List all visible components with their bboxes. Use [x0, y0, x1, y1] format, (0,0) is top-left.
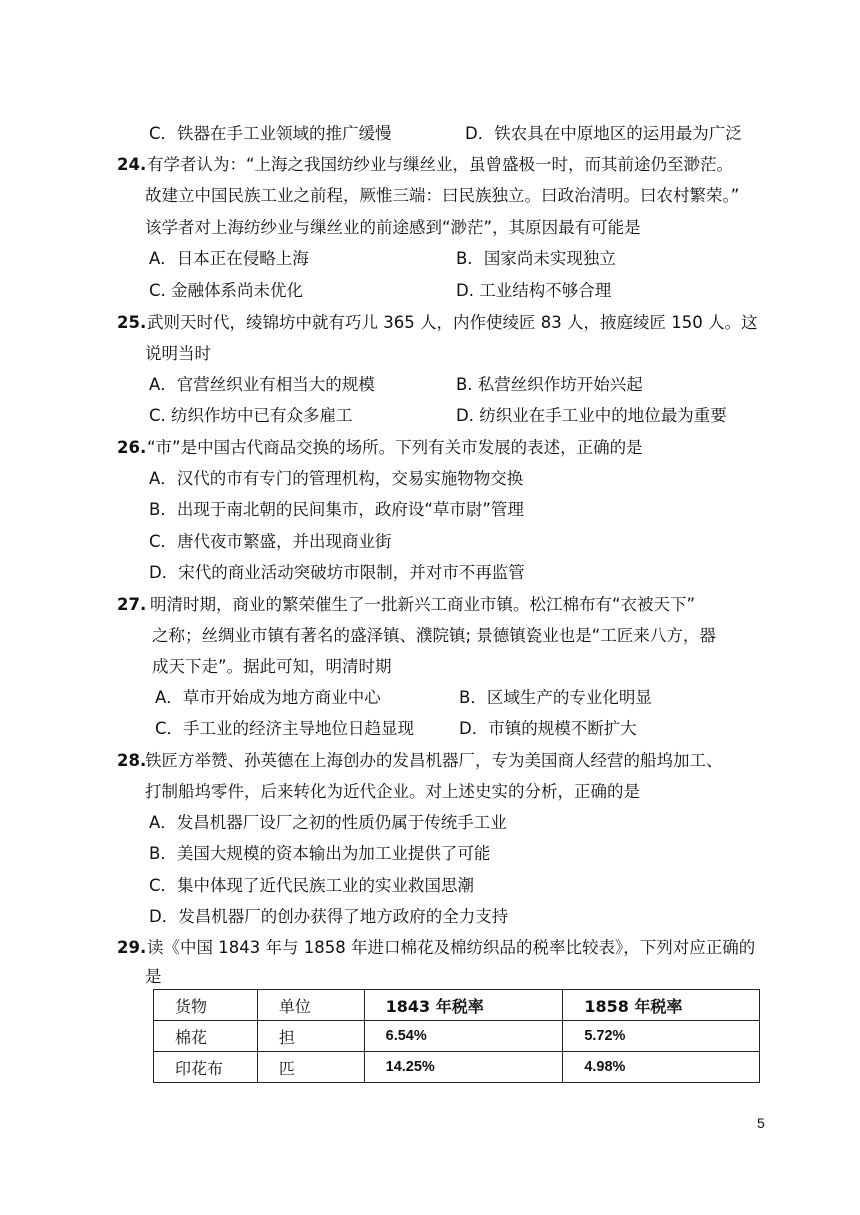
q24-option-d: D. 工业结构不够合理 — [456, 281, 612, 300]
q24-option-b: B．国家尚未实现独立 — [456, 249, 616, 268]
q28-option-a: A．发昌机器厂设厂之初的性质仍属于传统手工业 — [149, 813, 507, 832]
table-cell: 6.54% — [364, 1021, 563, 1052]
q24-number: 24. — [117, 155, 147, 174]
q26-option-c: C．唐代夜市繁盛，并出现商业街 — [149, 532, 392, 551]
q26-stem-line-1: 26.“市”是中国古代商品交换的场所。下列有关市发展的表述，正确的是 — [117, 438, 643, 457]
q29-stem-line-2: 是 — [145, 967, 162, 986]
table-cell: 棉花 — [154, 1021, 258, 1052]
table-cell: 担 — [257, 1021, 364, 1052]
q29-stem-line-1: 29.读《中国 1843 年与 1858 年进口棉花及棉纺织品的税率比较表》，下列对应正确的 — [117, 938, 756, 957]
q29-number: 29. — [117, 938, 147, 957]
q26-option-d: D．宋代的商业活动突破坊市限制，并对市不再监管 — [149, 563, 525, 582]
q24-stem-line-2: 故建立中国民族工业之前程，厥惟三端：曰民族独立。曰政治清明。曰农村繁荣。” — [145, 186, 740, 205]
q25-stem-line-1: 25.武则天时代，绫锦坊中就有巧儿 365 人，内作使绫匠 83 人，掖庭绫匠 150 人。这 — [117, 313, 758, 332]
q26-option-b: B．出现于南北朝的民间集市，政府设“草市尉”管理 — [149, 500, 524, 519]
table-cell: 匹 — [257, 1052, 364, 1083]
q28-option-c: C．集中体现了近代民族工业的实业救国思潮 — [149, 876, 475, 895]
q25-number: 25. — [117, 313, 147, 332]
q24-stem-line-3: 该学者对上海纺纱业与缫丝业的前途感到“渺茫”，其原因最有可能是 — [145, 218, 641, 237]
table-row — [154, 1021, 760, 1052]
table-cell: 4.98% — [563, 1052, 760, 1083]
q28-option-d: D．发昌机器厂的创办获得了地方政府的全力支持 — [149, 907, 509, 926]
q23-option-d: D．铁农具在中原地区的运用最为广泛 — [465, 124, 742, 143]
page-number: 5 — [757, 1115, 765, 1131]
q26-option-a: A．汉代的市有专门的管理机构，交易实施物物交换 — [149, 469, 524, 488]
table-header-cell: 货物 — [154, 990, 258, 1021]
q27-option-b: B．区域生产的专业化明显 — [459, 688, 652, 707]
q27-option-c: C．手工业的经济主导地位日趋显现 — [155, 719, 415, 738]
q27-stem-line-1: 27. 明清时期，商业的繁荣催生了一批新兴工商业市镇。松江棉布有“衣被天下” — [117, 595, 696, 614]
q25-option-b: B. 私营丝织作坊开始兴起 — [456, 375, 643, 394]
q23-option-c: C．铁器在手工业领域的推广缓慢 — [149, 124, 392, 143]
q28-stem-line-2: 打制船坞零件，后来转化为近代企业。对上述史实的分析，正确的是 — [145, 782, 640, 801]
q28-number: 28. — [117, 751, 147, 770]
q25-option-a: A．官营丝织业有相当大的规模 — [149, 375, 375, 394]
table-header-cell: 单位 — [257, 990, 364, 1021]
q25-stem-line-2: 说明当时 — [145, 344, 211, 363]
table-header-cell: 1843 年税率 — [364, 990, 563, 1021]
q24-option-c: C. 金融体系尚未优化 — [149, 281, 304, 300]
q24-option-a: A．日本正在侵略上海 — [149, 249, 309, 268]
q27-option-d: D．市镇的规模不断扩大 — [459, 719, 637, 738]
table-cell: 5.72% — [563, 1021, 760, 1052]
q28-option-b: B．美国大规模的资本输出为加工业提供了可能 — [149, 844, 491, 863]
tax-rate-table — [153, 989, 760, 1083]
q27-stem-line-3: 成天下走”。据此可知，明清时期 — [152, 657, 392, 676]
q26-number: 26. — [117, 438, 147, 457]
table-cell: 印花布 — [154, 1052, 258, 1083]
table-header-cell: 1858 年税率 — [563, 990, 760, 1021]
q28-stem-line-1: 28.铁匠方举赞、孙英德在上海创办的发昌机器厂，专为美国商人经营的船坞加工、 — [117, 751, 723, 770]
table-header-row — [154, 990, 760, 1021]
q27-option-a: A．草市开始成为地方商业中心 — [155, 688, 381, 707]
q27-stem-line-2: 之称；丝绸业市镇有著名的盛泽镇、濮院镇; 景德镇瓷业也是“工匠来八方，器 — [152, 626, 716, 645]
q24-stem-line-1: 24.有学者认为：“上海之我国纺纱业与缫丝业，虽曾盛极一时，而其前途仍至渺茫。 — [117, 155, 734, 174]
table-cell: 14.25% — [364, 1052, 563, 1083]
q25-option-c: C. 纺织作坊中已有众多雇工 — [149, 406, 353, 425]
q27-number: 27. — [117, 595, 147, 614]
table-row — [154, 1052, 760, 1083]
q25-option-d: D. 纺织业在手工业中的地位最为重要 — [456, 406, 727, 425]
